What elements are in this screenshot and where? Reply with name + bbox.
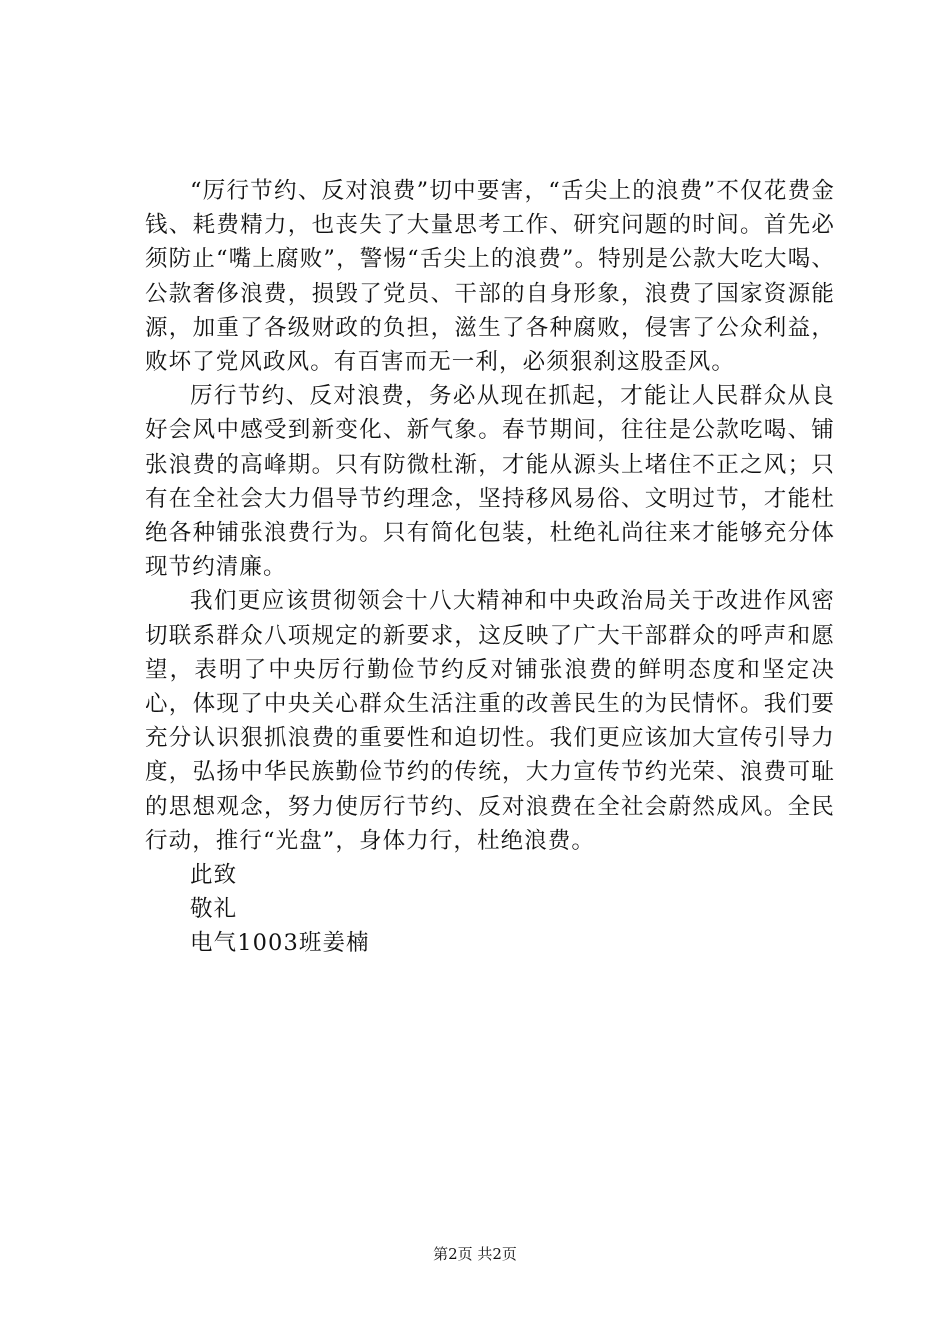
closing-salutation: 此致 xyxy=(190,862,238,889)
closing-regards: 敬礼 xyxy=(190,896,238,923)
paragraph-3: 我们更应该贯彻领会十八大精神和中央政治局关于改进作风密切联系群众八项规定的新要求，这反映了广大干部群众的呼声和愿望，表明了中央厉行勤俭节约反对铺张浪费的鲜明态度和坚定决心，体现了中央关心群众生活注重的改善民生的为民情怀。我们要充分认识狠抓浪费的重要性和迫切性。我们更应该加大宣传引导力度，弘扬中华民族勤俭节约的传统，大力宣传节约光荣、浪费可耻的思想观念，努力使厉行节约、反对浪费在全社会蔚然成风。全民行动，推行“光盘”，身体力行，杜绝浪费。 xyxy=(145,588,835,854)
paragraph-1: “厉行节约、反对浪费”切中要害，“舌尖上的浪费”不仅花费金钱、耗费精力，也丧失了大量思考工作、研究问题的时间。首先必须防止“嘴上腐败”，警惕“舌尖上的浪费”。特别是公款大吃大喝、公款奢侈浪费，损毁了党员、干部的自身形象，浪费了国家资源能源，加重了各级财政的负担，滋生了各种腐败，侵害了公众利益，败坏了党风政风。有百害而无一利，必须狠刹这股歪风。 xyxy=(145,178,835,376)
page-number-footer: 第2页 共2页 xyxy=(433,1245,517,1263)
signature: 电气1003班姜楠 xyxy=(190,930,370,957)
letter-body xyxy=(145,174,835,961)
paragraph-2: 厉行节约、反对浪费，务必从现在抓起，才能让人民群众从良好会风中感受到新变化、新气象。春节期间，往往是公款吃喝、铺张浪费的高峰期。只有防微杜渐，才能从源头上堵住不正之风；只有在全社会大力倡导节约理念，坚持移风易俗、文明过节，才能杜绝各种铺张浪费行为。只有简化包装，杜绝礼尚往来才能够充分体现节约清廉。 xyxy=(145,383,835,581)
